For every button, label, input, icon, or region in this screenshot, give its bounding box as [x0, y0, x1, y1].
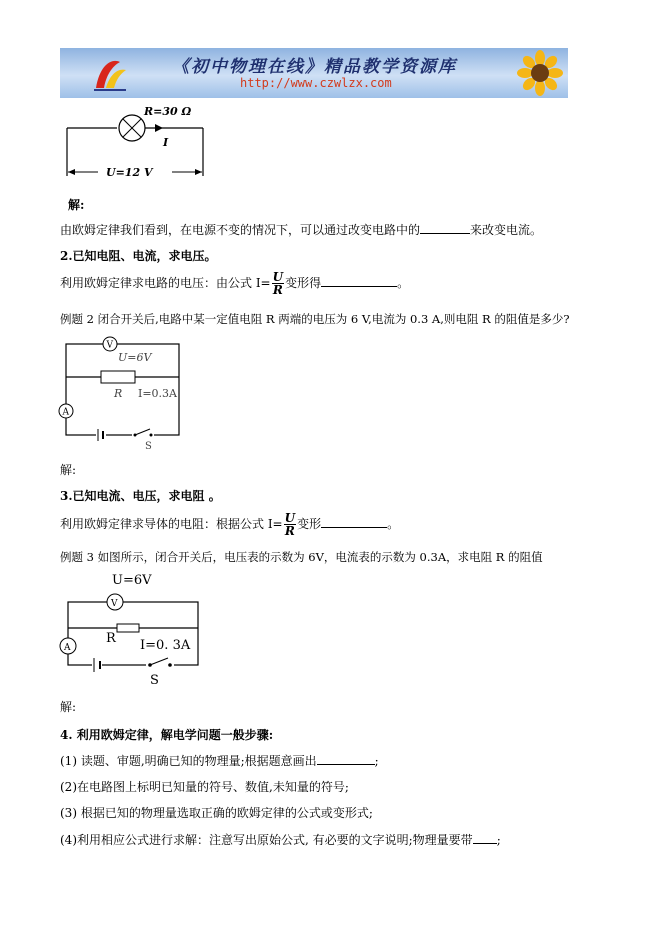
svg-text:A: A	[62, 407, 69, 418]
circuit3-current-label: I=0. 3A	[140, 638, 191, 653]
circuit3-resistor-label: R	[106, 631, 116, 646]
circuit-diagram-2	[58, 333, 184, 451]
current-arrow-icon	[155, 124, 163, 132]
answer-label-3: 解:	[60, 700, 77, 714]
fill-blank	[317, 753, 375, 765]
answer-label-2: 解:	[60, 463, 77, 477]
formula-fraction: $\frac{U}{R}$	[272, 270, 284, 297]
fill-blank	[321, 516, 387, 528]
circuit3-switch-label: S	[150, 673, 159, 688]
fill-blank	[321, 275, 397, 287]
circuit1-voltage-label: U=12 V	[106, 166, 153, 179]
heading-find-voltage: 2.已知电阻、电流，求电压。	[60, 249, 217, 263]
example-3-question: 例题 3 如图所示，闭合开关后，电压表的示数为 6V，电流表的示数为 0.3A，求电阻 R 的阻值	[60, 550, 543, 564]
heading-find-resistance: 3.已知电流、电压，求电阻 。	[60, 489, 221, 503]
fill-blank	[473, 832, 497, 844]
header-banner	[60, 48, 568, 98]
banner-title: 《初中物理在线》精品教学资源库	[172, 57, 457, 77]
circuit2-voltage-label: U=6V	[118, 351, 152, 364]
heading-solving-steps: 4. 利用欧姆定律，解电学问题一般步骤:	[60, 728, 274, 742]
step-4: (4)利用相应公式进行求解：注意写出原始公式, 有必要的文字说明;物理量要带 ;	[60, 833, 501, 847]
svg-text:V: V	[106, 340, 113, 351]
circuit-diagram-3	[58, 570, 210, 690]
sunflower-icon	[516, 50, 564, 96]
paragraph-ohm-law: 由欧姆定律我们看到，在电源不变的情况下，可以通过改变电路中的 来改变电流。	[60, 223, 543, 237]
svg-text:A: A	[64, 643, 71, 653]
circuit1-current-label: I	[163, 136, 169, 149]
paragraph-voltage-formula: 利用欧姆定律求电路的电压：由公式 I= $\frac{U}{R}$ 变形得 。	[60, 270, 410, 297]
answer-label-1: 解:	[68, 198, 85, 212]
circuit2-current-label: I=0.3A	[138, 387, 177, 400]
site-logo-icon	[90, 54, 130, 94]
svg-text:V: V	[111, 599, 118, 609]
paragraph-resistance-formula: 利用欧姆定律求导体的电阻：根据公式 I= $\frac{U}{R}$ 变形 。	[60, 511, 400, 538]
step-1: (1) 读题、审题,明确已知的物理量;根据题意画出 ;	[60, 754, 379, 768]
circuit1-resistance-label: R=30 Ω	[144, 105, 192, 118]
circuit-diagram-1	[60, 102, 220, 184]
circuit3-voltage-label: U=6V	[112, 573, 152, 588]
resistor-icon	[117, 624, 139, 632]
circuit2-switch-label: S	[145, 441, 152, 451]
banner-url: http://www.czwlzx.com	[240, 76, 392, 90]
fill-blank	[420, 222, 470, 234]
step-2: (2)在电路图上标明已知量的符号、数值,未知量的符号;	[60, 780, 349, 794]
example-2-question: 例题 2 闭合开关后,电路中某一定值电阻 R 两端的电压为 6 V,电流为 0.3 A,则电阻 R 的阻值是多少?	[60, 312, 570, 326]
resistor-icon	[101, 371, 135, 383]
step-3: (3) 根据已知的物理量选取正确的欧姆定律的公式或变形式;	[60, 806, 373, 820]
formula-fraction: $\frac{U}{R}$	[284, 511, 296, 538]
circuit2-resistor-label: R	[114, 387, 123, 400]
